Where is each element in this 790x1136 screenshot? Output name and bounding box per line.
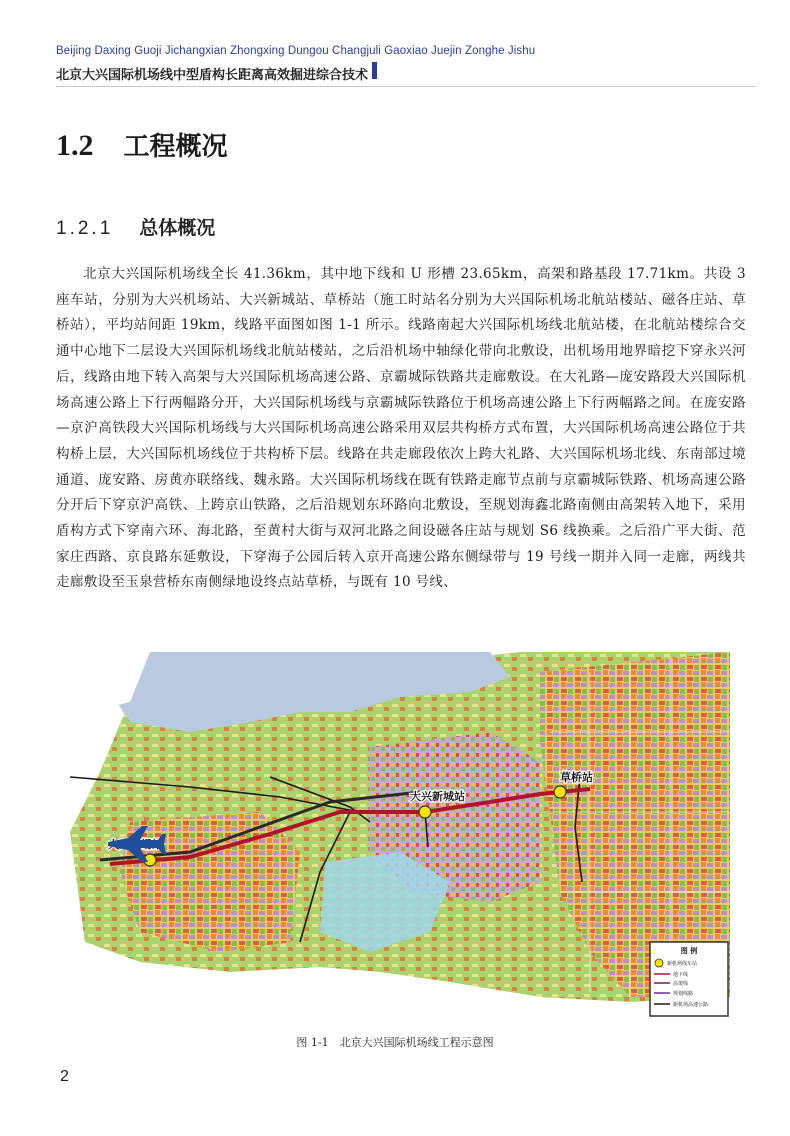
- station-label-xincheng: 大兴新城站: [410, 790, 465, 803]
- legend-item-elevated: 高架线: [673, 981, 689, 987]
- section-title: 工程概况: [123, 132, 228, 162]
- legend-item-expressway: 新机场高速公路: [673, 1002, 709, 1008]
- subsection-heading: [56, 213, 215, 240]
- running-header-pinyin: Beijing Daxing Guoji Jichangxian Zhongxing Dungou Changjuli Gaoxiao Juejin Zonghe Jishu: [56, 45, 536, 57]
- legend-item-station: 新机场线车站: [667, 961, 698, 967]
- station-marker-xincheng: [419, 806, 431, 818]
- route-map: [70, 652, 730, 1022]
- legend-station-symbol: [655, 959, 663, 967]
- legend-title: 图 例: [680, 947, 698, 955]
- figure-caption: 图 1-1 北京大兴国际机场线工程示意图: [296, 1036, 494, 1049]
- map-legend: [650, 942, 728, 1016]
- station-marker-caoqiao: [554, 786, 566, 798]
- route-map-figure: [70, 652, 730, 1022]
- legend-item-planned: 规划线路: [673, 991, 694, 997]
- header-accent-bar: [372, 62, 377, 79]
- running-header-title: 北京大兴国际机场线中型盾构长距离高效掘进综合技术: [56, 68, 369, 83]
- section-number: 1.2: [56, 129, 94, 162]
- page-number: 2: [60, 1068, 69, 1085]
- station-label-caoqiao: 草桥站: [560, 771, 593, 784]
- section-heading: [56, 126, 228, 163]
- header-divider: [56, 86, 756, 87]
- body-paragraph: 北京大兴国际机场线全长 41.36km，其中地下线和 U 形槽 23.65km，高架和路基段 17.71km。共设 3 座车站，分别为大兴机场站、大兴新城站、草桥站（施工时站名分别为大兴国际机场北航站楼站、磁各庄站、草桥站），平均站间距 19km，线路平面图如图 1-1 所示。线路南起大兴国际机场线北航站楼，在北航站楼综合交通中心地下二层设大兴国际机场线北航站楼站，之后沿机场中轴绿化带向北敷设，出机场用地界暗挖下穿永兴河后，线路由地下转入高架与大兴国际机场高速公路、京霸城际铁路共走廊敷设。在大礼路—庞安路段大兴国际机场高速公路上下行两幅路分开，大兴国际机场线与京霸城际铁路位于机场高速公路上下行两幅路之间。在庞安路—京沪高铁段大兴国际机场线与大兴国际机场高速公路采用双层共构桥方式布置，大兴国际机场高速公路位于共构桥上层，大兴国际机场线位于共构桥下层。线路在共走廊段依次上跨大礼路、大兴国际机场北线、东南部过境通道、庞安路、房黄亦联络线、魏永路。大兴国际机场线在既有铁路走廊节点前与京霸城际铁路、机场高速公路分开后下穿京沪高铁、上跨京山铁路，之后沿规划东环路向北敷设，至规划海鑫北路南侧由高架转入地下，采用盾构方式下穿南六环、海北路，至黄村大街与双河北路之间设磁各庄站与规划 S6 线换乘。之后沿广平大街、范家庄西路、京良路东延敷设，下穿海子公园后转入京开高速公路东侧绿带与 19 号线一期并入同一走廊，两线共走廊敷设至玉泉营桥东南侧绿地设终点站草桥，与既有 10 号线、: [56, 266, 746, 591]
- subsection-title: 总体概况: [139, 217, 216, 239]
- legend-item-underground: 地下线: [673, 972, 689, 978]
- subsection-number: 1.2.1: [56, 218, 114, 239]
